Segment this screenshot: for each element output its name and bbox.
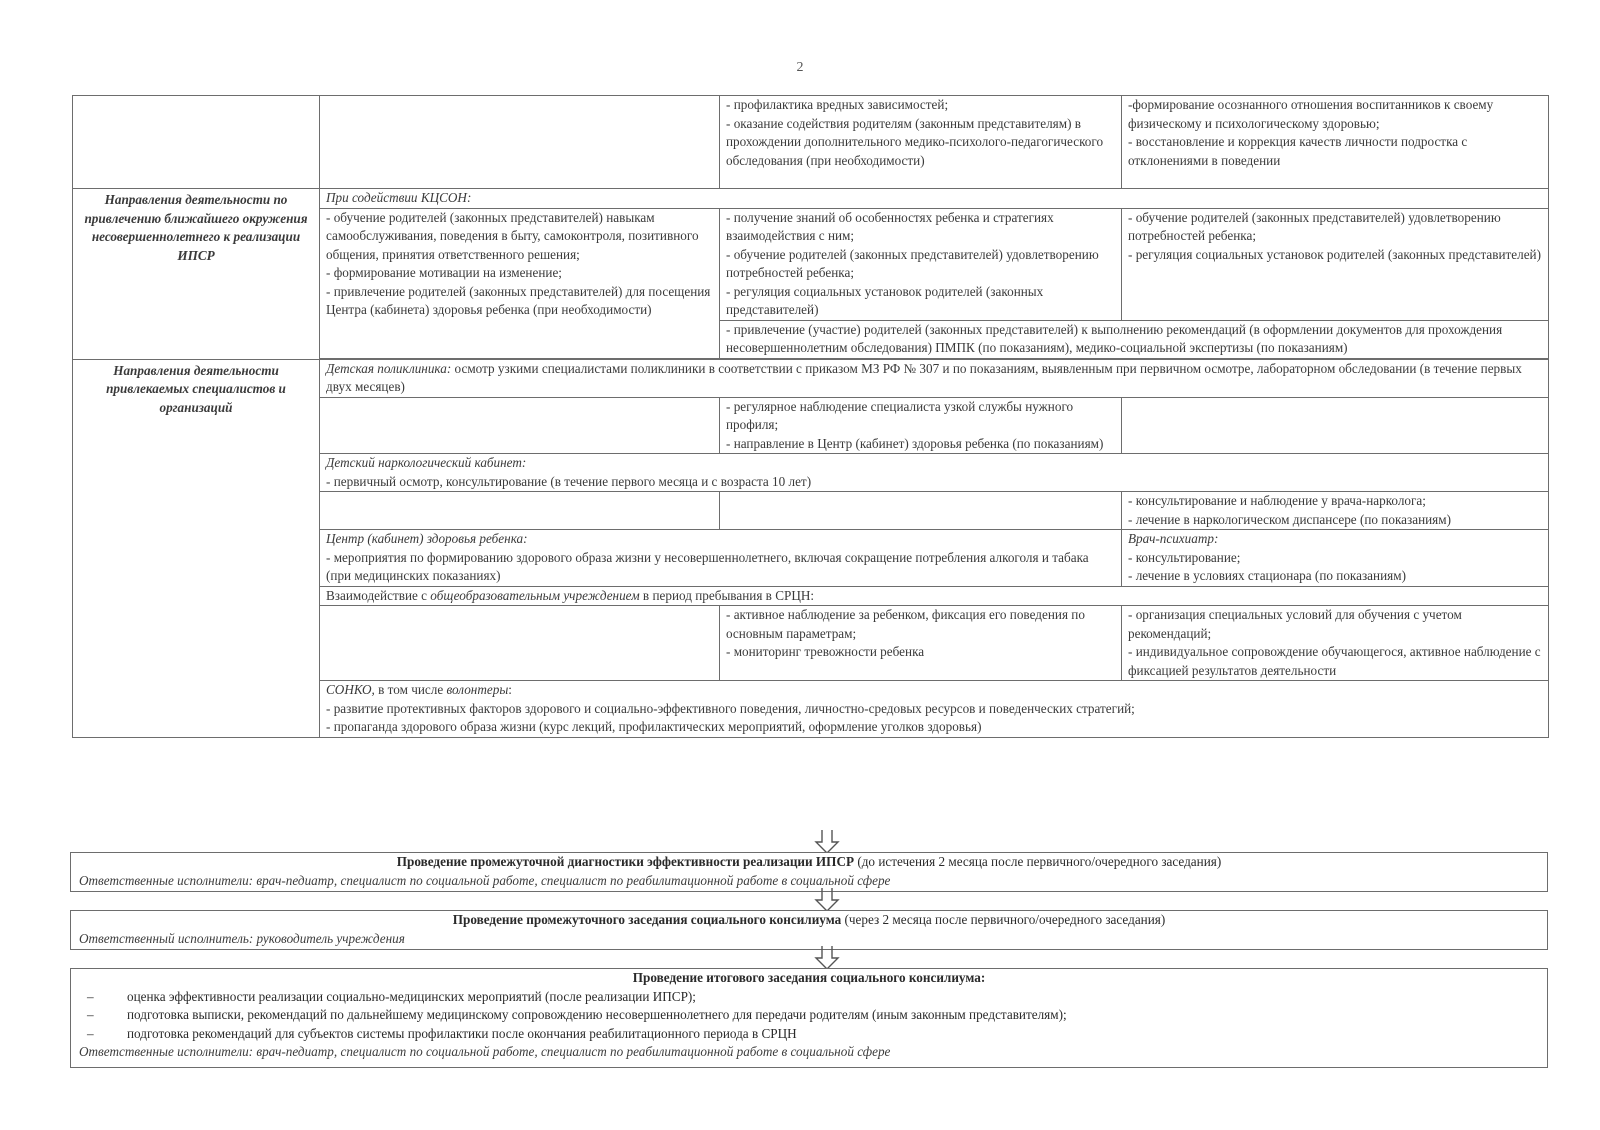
- table-cell: - обучение родителей (законных представителей) навыкам самообслуживания, поведения в быту, самоконтроля, позитивного общения, принятия ответственного решения; - формирование мотивации на изменение; - привлечение родителей (законных представителей) для посещения Центра (кабинета) здоровья ребенка (при необходимости): [320, 208, 720, 358]
- list-item: – подготовка выписки, рекомендаций по дальнейшему медицинскому сопровождению несовершеннолетнего для передачи родителям (иным законным представителям);: [87, 1007, 1067, 1022]
- table-cell: -формирование осознанного отношения воспитанников к своему физическому и психологическому здоровью; - восстановление и коррекция качеств личности подростка с отклонениями в поведении: [1122, 96, 1549, 189]
- intermediate-diagnostics-box: Проведение промежуточной диагностики эффективности реализации ИПСР (до истечения 2 месяца после первичного/очередного заседания) Ответственные исполнители: врач-педиатр, специалист по социальной работе, специалист по реабилитационной работе в социальной сфере: [70, 852, 1548, 892]
- section-subheading: При содействии КЦСОН:: [320, 189, 1549, 209]
- table-cell: Детский наркологический кабинет: - первичный осмотр, консультирование (в течение первого месяца и с возраста 10 лет): [320, 454, 1549, 492]
- table-cell: - профилактика вредных зависимостей; - оказание содействия родителям (законным представителям) в прохождении дополнительного медико-психолого-педагогического обследования (при необходимости): [720, 96, 1122, 189]
- section-heading: Направления деятельности по привлечению ближайшего окружения несовершеннолетнего к реализации ИПСР: [73, 189, 320, 360]
- table-cell: - консультирование и наблюдение у врача-нарколога; - лечение в наркологическом диспансере (по показаниям): [1122, 492, 1549, 530]
- table-cell: - активное наблюдение за ребенком, фиксация его поведения по основным параметрам; - мониторинг тревожности ребенка: [720, 606, 1122, 681]
- final-council-box: Проведение итогового заседания социального консилиума: – оценка эффективности реализации социально-медицинских мероприятий (после реализации ИПСР); – подготовка выписки, рекомендаций по дальнейшему медицинскому сопровождению несовершеннолетнего для передачи родителям (иным законным представителям); – подготовка рекомендаций для субъектов системы профилактики после окончания реабилитационного периода в СРЦН Ответственные исполнители: врач-педиатр, специалист по социальной работе, специалист по реабилитационной работе в социальной сфере: [70, 968, 1548, 1068]
- table-cell: - привлечение (участие) родителей (законных представителей) к выполнению рекомендаций (в оформлении документов для прохождения несовершеннолетним обследования) ПМПК (по показаниям), медико-социальной экспертизы (по показаниям): [720, 320, 1549, 358]
- table-cell: СОНКО, в том числе волонтеры: - развитие протективных факторов здорового и социально-эффективного поведения, личностно-средовых ресурсов и поведенческих стратегий; - пропаганда здорового образа жизни (курс лекций, профилактических мероприятий, оформление уголков здоровья): [320, 681, 1549, 738]
- responsible-line: Ответственные исполнители: врач-педиатр, специалист по социальной работе, специалист по реабилитационной работе в социальной сфере: [79, 872, 891, 888]
- table-row: [73, 359, 1549, 397]
- intermediate-council-box: Проведение промежуточного заседания социального консилиума (через 2 месяца после первичного/очередного заседания) Ответственный исполнитель: руководитель учреждения: [70, 910, 1548, 950]
- table-cell: Центр (кабинет) здоровья ребенка: - мероприятия по формированию здорового образа жизни у несовершеннолетнего, включая сокращение потребления алкоголя и табака (при медицинских показаниях): [320, 530, 1122, 587]
- list-item: – оценка эффективности реализации социально-медицинских мероприятий (после реализации ИПСР);: [87, 988, 696, 1004]
- down-arrow-icon: [814, 830, 840, 854]
- list-item: – подготовка рекомендаций для субъектов системы профилактики после окончания реабилитационного периода в СРЦН: [87, 1025, 797, 1041]
- down-arrow-icon: [814, 888, 840, 912]
- activities-table: [72, 95, 1549, 738]
- page-number: 2: [796, 60, 804, 75]
- table-cell: Детская поликлиника: осмотр узкими специалистами поликлиники в соответствии с приказом МЗ РФ № 307 и по показаниям, выявленным при первичном осмотре, лабораторном обследовании (в течение первых двух месяцев): [320, 359, 1549, 397]
- table-cell: - организация специальных условий для обучения с учетом рекомендаций; - индивидуальное сопровождение обучающегося, активное наблюдение с фиксацией результатов деятельности: [1122, 606, 1549, 681]
- table-cell: - регулярное наблюдение специалиста узкой службы нужного профиля; - направление в Центр (кабинет) здоровья ребенка (по показаниям): [720, 397, 1122, 454]
- section-heading: Направления деятельности привлекаемых специалистов и организаций: [73, 359, 320, 737]
- table-cell: Врач-психиатр: - консультирование; - лечение в условиях стационара (по показаниям): [1122, 530, 1549, 587]
- table-cell: Взаимодействие с общеобразовательным учреждением в период пребывания в СРЦН:: [320, 586, 1549, 606]
- table-cell: - обучение родителей (законных представителей) удовлетворению потребностей ребенка; - регуляция социальных установок родителей (законных представителей): [1122, 208, 1549, 320]
- responsible-line: Ответственный исполнитель: руководитель учреждения: [79, 930, 405, 946]
- table-cell: - получение знаний об особенностях ребенка и стратегиях взаимодействия с ним; - обучение родителей (законных представителей) удовлетворению потребностей ребенка; - регуляция социальных установок родителей (законных представителей): [720, 208, 1122, 320]
- down-arrow-icon: [814, 946, 840, 970]
- table-row: [73, 96, 1549, 189]
- responsible-line: Ответственные исполнители: врач-педиатр, специалист по социальной работе, специалист по реабилитационной работе в социальной сфере: [79, 1044, 891, 1059]
- table-row: [73, 189, 1549, 209]
